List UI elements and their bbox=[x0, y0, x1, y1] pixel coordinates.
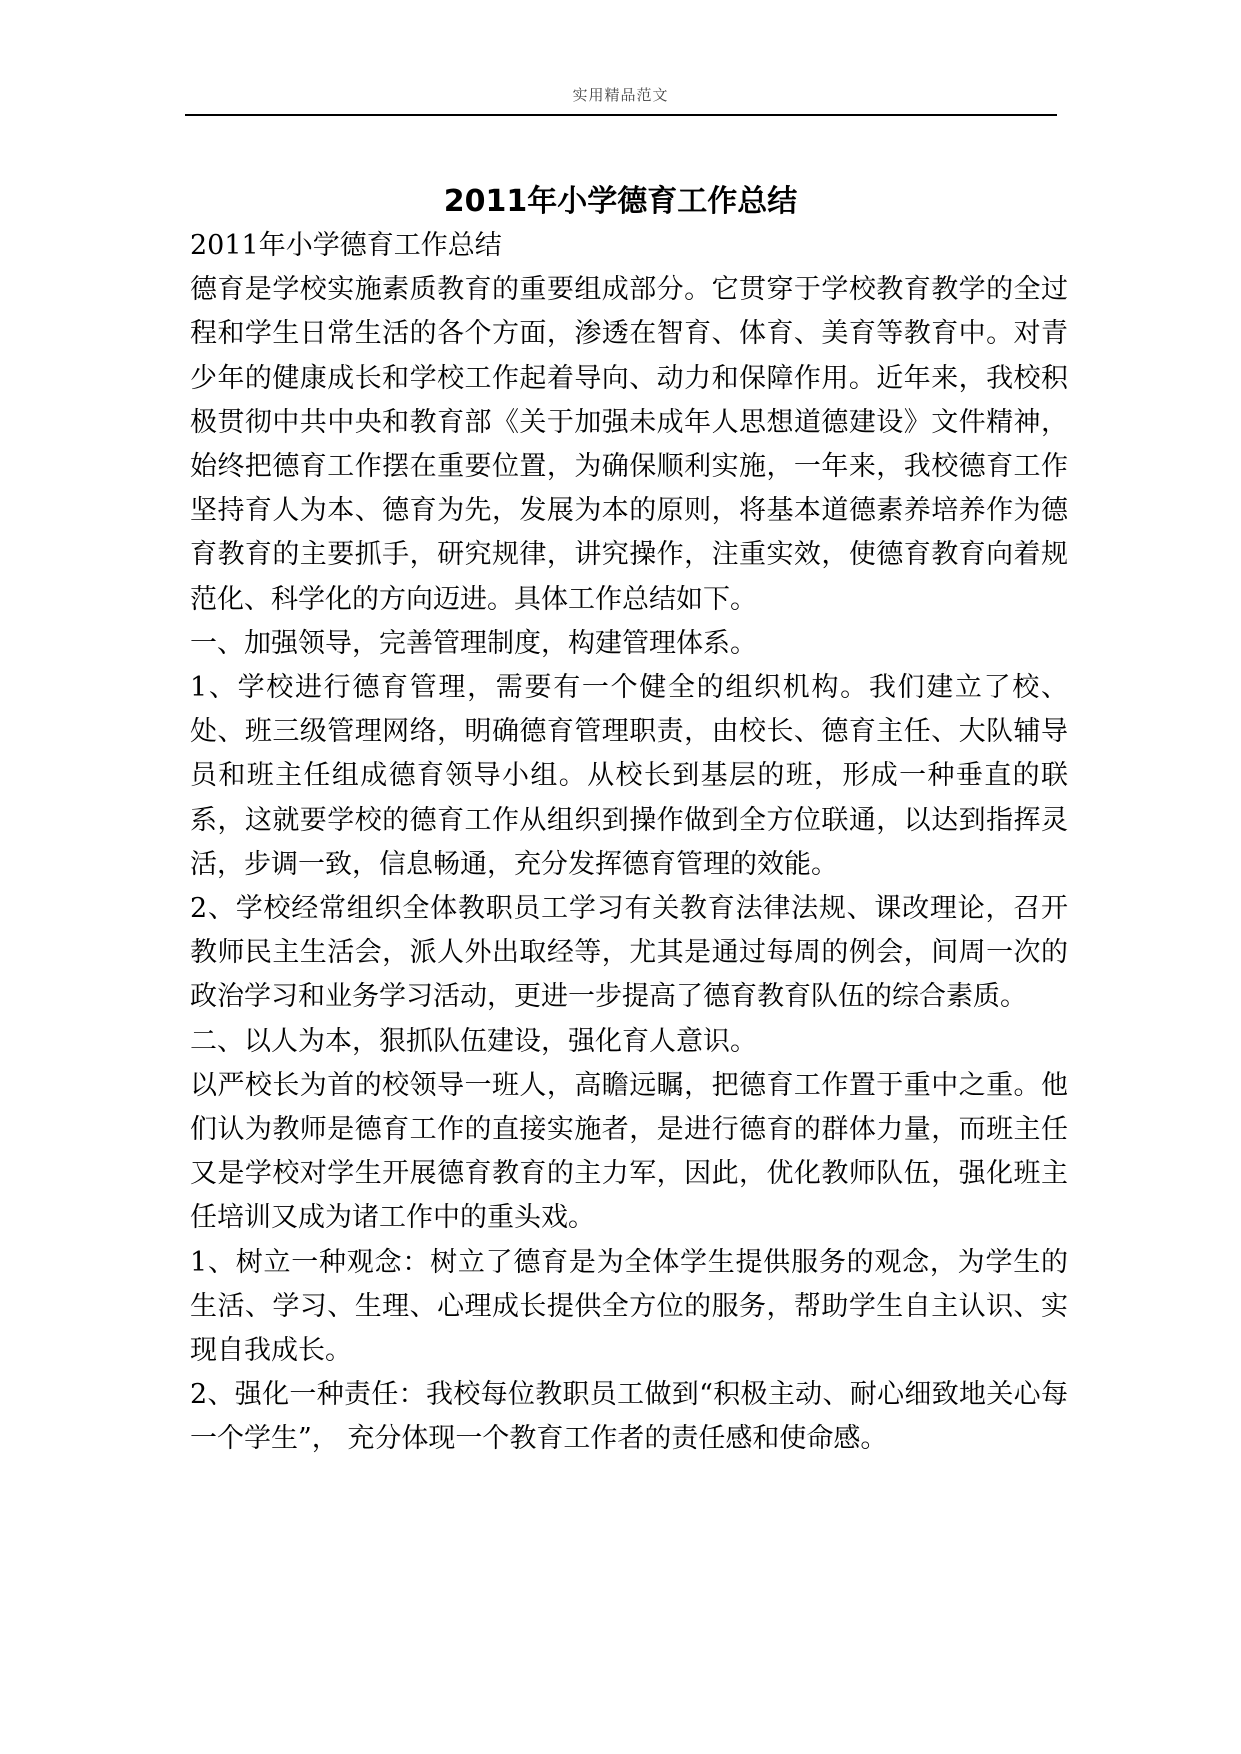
body-paragraph: 1、树立一种观念：树立了德育是为全体学生提供服务的观念，为学生的生活、学习、生理、心理成长提供全方位的服务，帮助学生自主认识、实现自我成长。 bbox=[190, 1246, 1068, 1367]
page-header: 实用精品范文 bbox=[572, 86, 669, 104]
document-title: 2011年小学德育工作总结 bbox=[443, 184, 798, 220]
body-paragraph: 以严校长为首的校领导一班人，高瞻远瞩，把德育工作置于重中之重。他们认为教师是德育工作的直接实施者，是进行德育的群体力量，而班主任又是学校对学生开展德育教育的主力军，因此，优化教师队伍，强化班主任培训又成为诸工作中的重头戏。 bbox=[190, 1069, 1068, 1234]
header-divider bbox=[185, 114, 1057, 116]
section-heading-2: 二、以人为本，狠抓队伍建设，强化育人意识。 bbox=[190, 1025, 757, 1057]
section-heading-1: 一、加强领导，完善管理制度，构建管理体系。 bbox=[190, 627, 757, 659]
intro-paragraph: 德育是学校实施素质教育的重要组成部分。它贯穿于学校教育教学的全过程和学生日常生活的各个方面，渗透在智育、体育、美育等教育中。对青少年的健康成长和学校工作起着导向、动力和保障作用。近年来，我校积极贯彻中共中央和教育部《关于加强未成年人思想道德建设》文件精神，始终把德育工作摆在重要位置，为确保顺利实施，一年来，我校德育工作坚持育人为本、德育为先，发展为本的原则，将基本道德素养培养作为德育教育的主要抓手，研究规律，讲究操作，注重实效，使德育教育向着规范化、科学化的方向迈进。具体工作总结如下。 bbox=[190, 274, 1068, 615]
body-paragraph: 1、学校进行德育管理，需要有一个健全的组织机构。我们建立了校、处、班三级管理网络，明确德育管理职责，由校长、德育主任、大队辅导员和班主任组成德育领导小组。从校长到基层的班，形成一种垂直的联系，这就要学校的德育工作从组织到操作做到全方位联通，以达到指挥灵活，步调一致，信息畅通，充分发挥德育管理的效能。 bbox=[190, 672, 1068, 880]
document-body bbox=[190, 224, 1068, 1462]
body-paragraph: 2、学校经常组织全体教职员工学习有关教育法律法规、课改理论，召开教师民主生活会，派人外出取经等，尤其是通过每周的例会，间周一次的政治学习和业务学习活动，更进一步提高了德育教育队伍的综合素质。 bbox=[190, 893, 1068, 1013]
body-paragraph: 2、强化一种责任：我校每位教职员工做到“积极主动、耐心细致地关心每一个学生”， 充分体现一个教育工作者的责任感和使命感。 bbox=[190, 1379, 1068, 1455]
body-subtitle: 2011年小学德育工作总结 bbox=[190, 230, 502, 261]
